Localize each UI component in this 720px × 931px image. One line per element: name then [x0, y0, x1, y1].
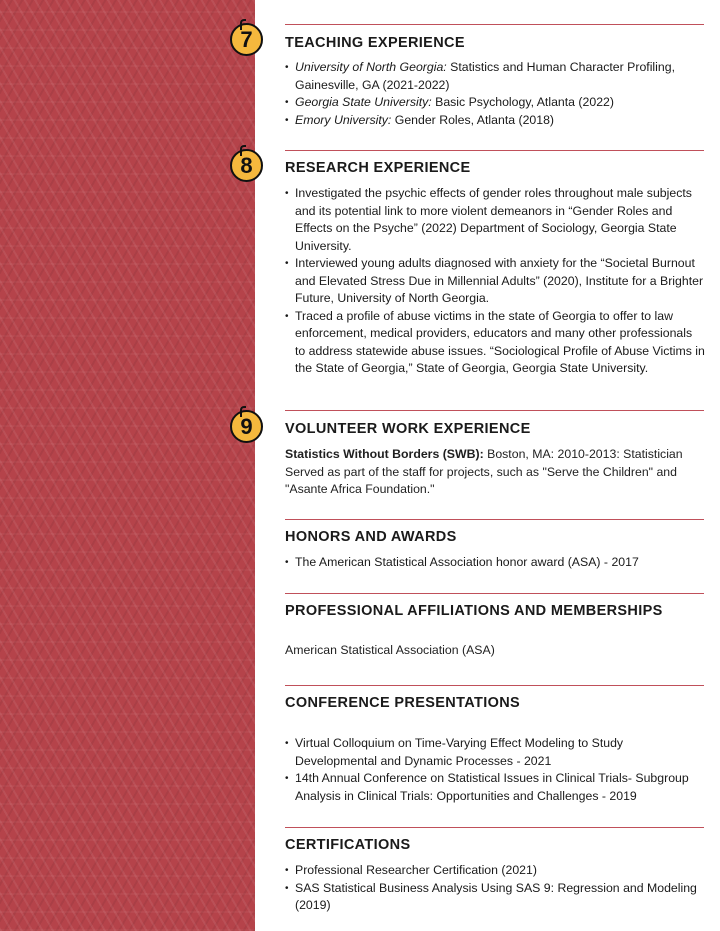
list-item: • Traced a profile of abuse victims in the state of Georgia to offer to law enforcement, medical providers, educators and many other professionals to address statewide abuse issues. “Sociological Profile of Abuse Victims in the State of Georgia,” State of Georgia, Georgia State University. [285, 308, 705, 378]
affiliations-heading: PROFESSIONAL AFFILIATIONS AND MEMBERSHIPS [285, 603, 663, 619]
section-divider [285, 519, 704, 520]
honors-heading: HONORS AND AWARDS [285, 529, 457, 545]
research-heading: RESEARCH EXPERIENCE [285, 160, 471, 176]
section-divider [285, 150, 704, 151]
list-item: • Virtual Colloquium on Time-Varying Effect Modeling to Study Developmental and Dynamic Processes - 2021 [285, 735, 705, 770]
teaching-heading: TEACHING EXPERIENCE [285, 35, 465, 51]
affiliations-text: American Statistical Association (ASA) [285, 643, 495, 657]
decorative-sidebar [0, 0, 255, 931]
conferences-heading: CONFERENCE PRESENTATIONS [285, 695, 521, 711]
research-section [285, 159, 705, 378]
honors-section [285, 528, 705, 572]
volunteer-section [285, 420, 705, 499]
list-item: • Emory University: Gender Roles, Atlanta (2018) [285, 112, 705, 130]
honors-list [285, 554, 705, 572]
section-number-badge-7: 7 [230, 23, 263, 56]
conferences-list [285, 735, 705, 805]
section-number-badge-9: 9 [230, 410, 263, 443]
volunteer-heading: VOLUNTEER WORK EXPERIENCE [285, 421, 531, 437]
list-item: • Investigated the psychic effects of gender roles throughout male subjects and its potential link to more violent demeanors in “Gender Roles and Effects on the Psyche” (2022) Department of Sociology, Georgia State University. [285, 185, 705, 255]
list-item: • Professional Researcher Certification (2021) [285, 862, 705, 880]
certifications-list [285, 862, 705, 915]
teaching-list [285, 59, 705, 129]
volunteer-text: Statistics Without Borders (SWB): Boston, MA: 2010-2013: Statistician Served as part of the staff for projects, such as "Serve the Children" and "Asante Africa Foundation." [285, 447, 683, 496]
list-item: • University of North Georgia: Statistics and Human Character Profiling, Gainesville, GA (2021-2022) [285, 59, 705, 94]
affiliations-section [285, 602, 705, 660]
certifications-heading: CERTIFICATIONS [285, 837, 411, 853]
section-divider [285, 827, 704, 828]
section-divider [285, 410, 704, 411]
section-divider [285, 593, 704, 594]
section-number-badge-8: 8 [230, 149, 263, 182]
list-item: • SAS Statistical Business Analysis Using SAS 9: Regression and Modeling (2019) [285, 880, 705, 915]
conferences-section [285, 694, 705, 805]
research-list [285, 185, 705, 378]
list-item: • Interviewed young adults diagnosed with anxiety for the “Societal Burnout and Elevated Stress Due in Millennial Adults” (2020), Institute for a Brighter Future, University of North Georgia. [285, 255, 705, 308]
teaching-section [285, 34, 705, 129]
list-item: • The American Statistical Association honor award (ASA) - 2017 [285, 554, 705, 572]
section-divider [285, 24, 704, 25]
list-item: • 14th Annual Conference on Statistical Issues in Clinical Trials- Subgroup Analysis in Clinical Trials: Opportunities and Challenges - 2019 [285, 770, 705, 805]
certifications-section [285, 836, 705, 915]
list-item: • Georgia State University: Basic Psychology, Atlanta (2022) [285, 94, 705, 112]
section-divider [285, 685, 704, 686]
